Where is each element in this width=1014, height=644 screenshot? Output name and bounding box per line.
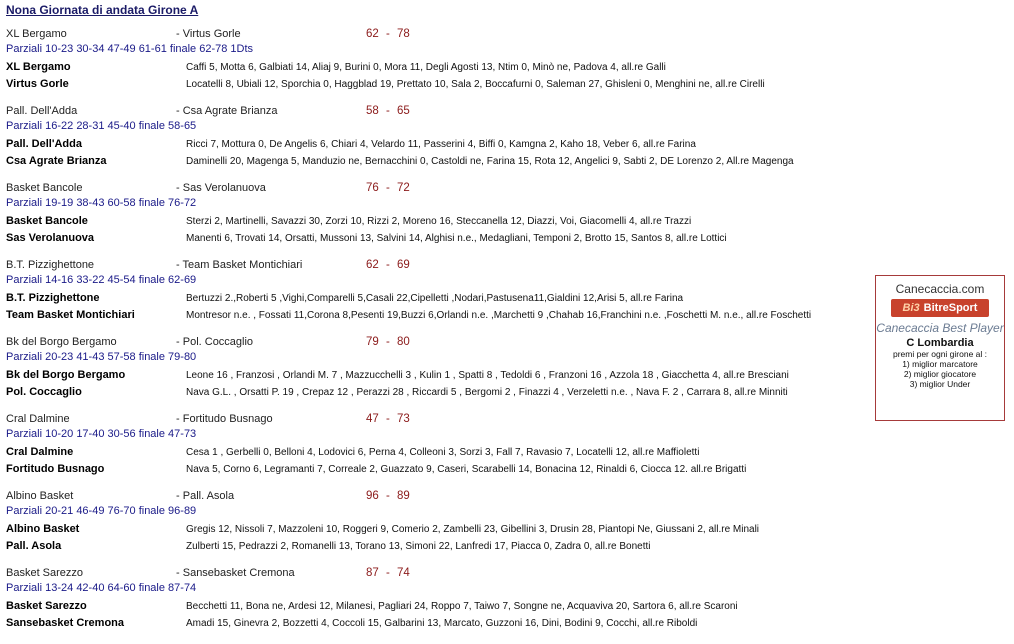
ad-region: C Lombardia <box>906 337 974 349</box>
final-score: 47 - 73 <box>366 413 410 425</box>
away-team-name: - Sansebasket Cremona <box>176 567 295 579</box>
partial-scores: Parziali 10-20 17-40 30-56 finale 47-73 <box>6 428 197 440</box>
final-score: 58 - 65 <box>366 105 410 117</box>
away-team-name: - Fortitudo Busnago <box>176 413 273 425</box>
away-team-label: Team Basket Montichiari <box>182 259 303 271</box>
away-players: Nava G.L. , Orsatti P. 19 , Crepaz 12 , Perazzi 28 , Riccardi 5 , Bergomi 2 , Finazzi 4 , Verzeletti n.e. , Nava F. 2 , Carrara 8, all.re Minniti <box>186 387 788 398</box>
away-lineup-team: Pol. Coccaglio <box>6 386 82 398</box>
home-lineup-row <box>6 138 696 150</box>
home-players: Cesa 1 , Gerbelli 0, Belloni 4, Lodovici 6, Perna 4, Colleoni 3, Sorzi 3, Fall 7, Ravasio 7, Locatelli 12, all.re Maffioletti <box>186 447 700 458</box>
final-score: 96 - 89 <box>366 490 410 502</box>
home-players: Sterzi 2, Martinelli, Savazzi 30, Zorzi 10, Rizzi 2, Moreno 16, Steccanella 12, Diazzi, Voi, Giacomelli 4, all.re Trazzi <box>186 216 692 227</box>
home-lineup-team: Bk del Borgo Bergamo <box>6 369 126 381</box>
away-lineup-team: Pall. Asola <box>6 540 62 552</box>
home-team-name: Pall. Dell'Adda <box>6 105 78 117</box>
partial-scores: Parziali 14-16 33-22 45-54 finale 62-69 <box>6 274 197 286</box>
advertisement-box[interactable] <box>875 275 1005 421</box>
game-block <box>0 490 870 567</box>
sponsor-name: BitreSport <box>923 302 978 314</box>
partial-scores: Parziali 16-22 28-31 45-40 finale 58-65 <box>6 120 197 132</box>
home-lineup-team: Basket Bancole <box>6 215 88 227</box>
away-lineup-team: Fortitudo Busnago <box>6 463 105 475</box>
away-team-label: Sas Verolanuova <box>182 182 266 194</box>
home-players: Gregis 12, Nissoli 7, Mazzoleni 10, Roggeri 9, Comerio 2, Zambelli 23, Gibellini 3, Drusin 28, Piantopi Ne, Giussani 2, all.re Minali <box>186 524 760 535</box>
away-team-label: Sansebasket Cremona <box>182 567 295 579</box>
page-title: Nona Giornata di andata Girone A <box>6 3 199 17</box>
partial-scores: Parziali 13-24 42-40 64-60 finale 87-74 <box>6 582 197 594</box>
final-score: 76 - 72 <box>366 182 410 194</box>
final-score: 79 - 80 <box>366 336 410 348</box>
home-players: Bertuzzi 2.,Roberti 5 ,Vighi,Comparelli 5,Casali 22,Cipelletti ,Nodari,Pastusena11,Gialdini 12,Arisi 5, all.re Farina <box>186 293 684 304</box>
ad-line: 3) miglior Under <box>909 379 971 389</box>
game-block <box>0 182 870 259</box>
home-lineup-row <box>6 600 738 612</box>
away-team-name: - Csa Agrate Brianza <box>176 105 278 117</box>
away-players: Montresor n.e. , Fossati 11,Corona 8,Pesenti 19,Buzzi 6,Orlandi n.e. ,Marchetti 9 ,Chahab 16,Franchini n.e. ,Foschetti M. n.e., all.re Foschetti <box>186 310 812 321</box>
away-lineup-team: Team Basket Montichiari <box>6 309 135 321</box>
away-lineup-team: Sansebasket Cremona <box>6 617 124 629</box>
partial-scores: Parziali 20-23 41-43 57-58 finale 79-80 <box>6 351 197 363</box>
home-lineup-team: Albino Basket <box>6 523 80 535</box>
home-lineup-team: XL Bergamo <box>6 61 71 73</box>
home-team-name: Albino Basket <box>6 490 74 502</box>
away-lineup-team: Csa Agrate Brianza <box>6 155 107 167</box>
sponsor-logo <box>891 299 989 317</box>
home-team-name: Bk del Borgo Bergamo <box>6 336 117 348</box>
game-block <box>0 336 870 413</box>
final-score: 62 - 78 <box>366 28 410 40</box>
away-players: Zulberti 15, Pedrazzi 2, Romanelli 13, Torano 13, Simoni 22, Lanfredi 17, Piacca 0, Zadra 0, all.re Bonetti <box>186 541 651 552</box>
home-players: Ricci 7, Mottura 0, De Angelis 6, Chiari 4, Velardo 11, Passerini 4, Biffi 0, Kamgna 2, Kaho 18, Veber 6, all.re Farina <box>186 139 696 150</box>
game-block <box>0 28 870 105</box>
away-team-name: - Sas Verolanuova <box>176 182 266 194</box>
final-score: 62 - 69 <box>366 259 410 271</box>
away-team-name: - Virtus Gorle <box>176 28 241 40</box>
home-team-name: Cral Dalmine <box>6 413 70 425</box>
home-team-name: B.T. Pizzighettone <box>6 259 95 271</box>
away-team-label: Csa Agrate Brianza <box>182 105 278 117</box>
ad-line: 2) miglior giocatore <box>903 369 977 379</box>
away-team-name: - Team Basket Montichiari <box>176 259 303 271</box>
away-lineup-row <box>6 232 727 244</box>
away-team-label: Virtus Gorle <box>182 28 241 40</box>
game-block <box>0 413 870 490</box>
away-lineup-row <box>6 463 747 475</box>
away-lineup-team: Sas Verolanuova <box>6 232 95 244</box>
away-lineup-row <box>6 309 812 321</box>
home-players: Becchetti 11, Bona ne, Ardesi 12, Milanesi, Pagliari 24, Roppo 7, Taiwo 7, Songne ne, Acquaviva 20, Sartora 6, all.re Scaroni <box>186 601 738 612</box>
away-team-label: Pol. Coccaglio <box>182 336 254 348</box>
home-lineup-row <box>6 369 789 381</box>
home-team-name: Basket Bancole <box>6 182 83 194</box>
partial-scores: Parziali 10-23 30-34 47-49 61-61 finale 62-78 1Dts <box>6 43 254 55</box>
home-lineup-row <box>6 61 666 73</box>
game-block <box>0 105 870 182</box>
home-team-name: XL Bergamo <box>6 28 67 40</box>
games-list <box>0 28 870 644</box>
away-lineup-row <box>6 617 698 629</box>
home-lineup-team: Cral Dalmine <box>6 446 74 458</box>
away-lineup-team: Virtus Gorle <box>6 78 69 90</box>
away-players: Nava 5, Corno 6, Legramanti 7, Correale 2, Guazzato 9, Caseri, Scarabelli 14, Bonacina 12, Rinaldi 6, Ciocca 12. all.re Brigatti <box>186 464 747 475</box>
away-team-label: Pall. Asola <box>182 490 235 502</box>
ad-site-name: Canecaccia.com <box>895 282 985 296</box>
sponsor-logo-mark: Bi3 <box>902 302 920 314</box>
home-players: Leone 16 , Franzosi , Orlandi M. 7 , Mazzucchelli 3 , Kulin 1 , Spatti 8 , Tedoldi 6 , Franzoni 16 , Azzola 18 , Giacchetta 4, all.re Bresciani <box>186 370 789 381</box>
away-players: Locatelli 8, Ubiali 12, Sporchia 0, Haggblad 19, Prettato 10, Sala 2, Boccafurni 0, Saleman 27, Ghisleni 0, Menghini ne, all.re Cirelli <box>186 79 765 90</box>
away-players: Amadi 15, Ginevra 2, Bozzetti 4, Coccoli 15, Galbarini 13, Marcato, Guzzoni 16, Dini, Bodini 9, Cocchi, all.re Riboldi <box>186 618 698 629</box>
away-team-name: - Pol. Coccaglio <box>176 336 254 348</box>
game-block <box>0 259 870 336</box>
away-lineup-row <box>6 386 788 398</box>
home-lineup-row <box>6 292 684 304</box>
partial-scores: Parziali 19-19 38-43 60-58 finale 76-72 <box>6 197 197 209</box>
ad-line: premi per ogni girone al : <box>892 349 988 359</box>
away-lineup-row <box>6 78 765 90</box>
game-block <box>0 567 870 644</box>
ad-best-player: Canecaccia Best Player <box>876 321 1004 335</box>
final-score: 87 - 74 <box>366 567 410 579</box>
away-team-name: - Pall. Asola <box>176 490 235 502</box>
home-lineup-team: B.T. Pizzighettone <box>6 292 100 304</box>
away-players: Daminelli 20, Magenga 5, Manduzio ne, Bernacchini 0, Castoldi ne, Farina 15, Rota 12, Angelici 9, Sabti 2, DE Lorenzo 2, All.re Magenga <box>186 156 794 167</box>
home-lineup-row <box>6 523 760 535</box>
home-lineup-row <box>6 215 692 227</box>
home-players: Caffi 5, Motta 6, Galbiati 14, Aliaj 9, Burini 0, Mora 11, Degli Agosti 13, Ntim 0, Minò ne, Padova 4, all.re Galli <box>186 62 666 73</box>
away-lineup-row <box>6 155 794 167</box>
home-lineup-team: Pall. Dell'Adda <box>6 138 82 150</box>
ad-line: 1) miglior marcatore <box>902 359 978 369</box>
home-team-name: Basket Sarezzo <box>6 567 84 579</box>
away-lineup-row <box>6 540 651 552</box>
away-players: Manenti 6, Trovati 14, Orsatti, Mussoni 13, Salvini 14, Alghisi n.e., Medagliani, Temponi 2, Brotto 15, Santos 8, all.re Lottici <box>186 233 727 244</box>
partial-scores: Parziali 20-21 46-49 76-70 finale 96-89 <box>6 505 197 517</box>
home-lineup-row <box>6 446 700 458</box>
home-lineup-team: Basket Sarezzo <box>6 600 87 612</box>
away-team-label: Fortitudo Busnago <box>182 413 273 425</box>
